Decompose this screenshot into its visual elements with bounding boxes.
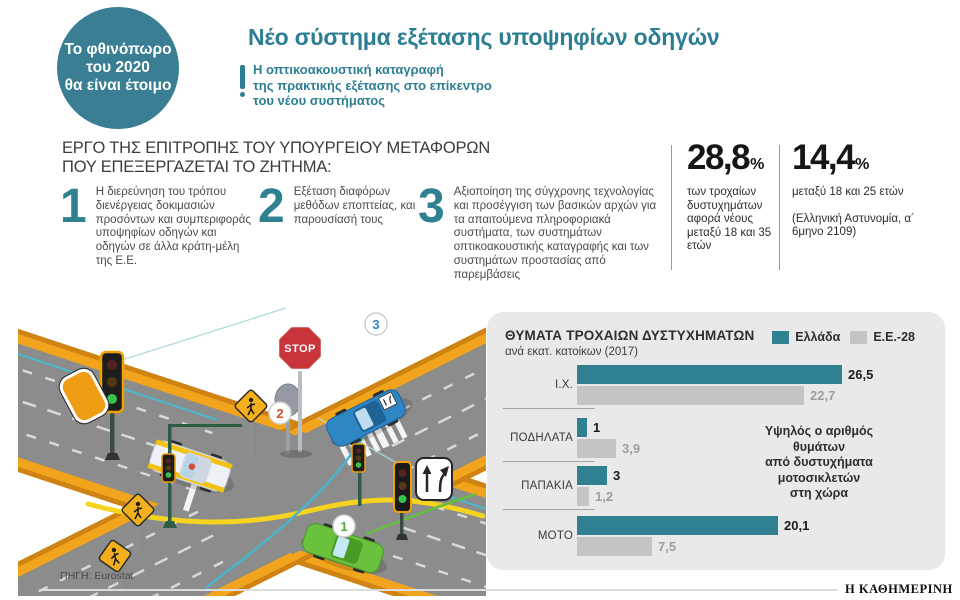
row-separator <box>503 509 595 510</box>
committee-item-3 <box>418 180 668 283</box>
badge-line: θα είναι έτοιμο <box>64 77 172 94</box>
legend-swatch-eu <box>850 331 867 344</box>
item-text: Αξιοποίηση της σύγχρονης τεχνολογίας και προσέγγιση των βασικών αρχών για τα απαιτούμενα πληροφοριακά συστήματα, των συστημάτων οπτικοακουστικής καταγραφής και των συστημάτων προστασίας από παρεμβάσεις <box>453 186 657 281</box>
legend-entry-eu <box>850 330 915 344</box>
heading-line: ΠΟΥ ΕΠΕΞΕΡΓΑΖΕΤΑΙ ΤΟ ΖΗΤΗΜΑ: <box>62 158 332 176</box>
exclamation-icon <box>240 65 245 97</box>
subtitle-line: της πρακτικής εξέτασης στο επίκεντρο <box>253 77 492 93</box>
item-text: Η διερεύνηση του τρόπου διενέργειας δοκιμασιών προσόντων και συμπεριφοράς υποψηφίων οδηγών και οδηγών σε άλλα κράτη-μέλη της Ε.Ε. <box>95 186 251 267</box>
publisher-logo: Η ΚΑΘΗΜΕΡΙΝΗ <box>845 582 953 596</box>
value-label: 20,1 <box>784 518 810 533</box>
chart-legend <box>772 330 915 344</box>
chart-panel <box>487 312 945 570</box>
stat-desc: μεταξύ 18 και 25 ετών <box>792 186 904 198</box>
stat-accidents-18-35 <box>687 138 779 254</box>
category-label: ΠΑΠΑΚΙΑ <box>521 480 573 492</box>
committee-item-2 <box>258 180 432 233</box>
stat-desc: των τροχαίων δυστυχημάτων αφορά νέους μεταξύ 18 και 35 ετών <box>687 186 772 252</box>
value-label: 3,9 <box>622 441 641 456</box>
row-separator <box>503 461 595 462</box>
legend-swatch-greece <box>772 331 789 344</box>
value-label: 1 <box>593 420 601 435</box>
legend-label: Ε.Ε.-28 <box>873 330 915 344</box>
category-label: ΜΟΤΟ <box>537 530 573 542</box>
divider <box>671 145 672 270</box>
item-number: 3 <box>418 180 445 233</box>
marker-3-number: 3 <box>372 317 380 332</box>
divider <box>779 145 780 270</box>
value-label: 1,2 <box>595 489 614 504</box>
ready-date-badge <box>57 7 179 129</box>
marker-2 <box>269 402 291 424</box>
bar-greece <box>577 418 587 437</box>
item-number: 2 <box>258 180 285 233</box>
section-heading <box>62 139 490 177</box>
item-number: 1 <box>60 180 87 233</box>
chart-annotation: Υψηλός ο αριθμός θυμάτων από δυστυχήματα μοτοσικλετών στη χώρα <box>764 424 874 500</box>
item-text: Εξέταση διαφόρων μεθόδων εποπτείας, και παρουσίασή τους <box>293 186 416 226</box>
footer-rule <box>40 589 838 591</box>
chart-subtitle: ανά εκατ. κατοίκων (2017) <box>505 346 638 358</box>
leader-line <box>122 308 286 360</box>
chart-title: ΘΥΜΑΤΑ ΤΡΟΧΑΙΩΝ ΔΥΣΤΥΧΗΜΑΤΩΝ <box>505 328 755 343</box>
stop-sign-label: STOP <box>284 343 316 355</box>
bar-greece <box>577 365 842 384</box>
stat-accidents-18-25 <box>792 138 944 240</box>
bar-greece <box>577 516 778 535</box>
value-label: 7,5 <box>658 539 677 554</box>
legend-label: Ελλάδα <box>795 330 841 344</box>
bar-eu <box>577 439 616 458</box>
page-title: Νέο σύστημα εξέτασης υποψηφίων οδηγών <box>248 24 720 50</box>
bar-eu <box>577 487 589 506</box>
value-label: 22,7 <box>810 388 836 403</box>
chart-row <box>503 365 937 405</box>
marker-2-number: 2 <box>276 406 284 421</box>
bar-greece <box>577 466 607 485</box>
marker-1-number: 1 <box>340 519 348 534</box>
committee-item-1 <box>60 180 254 269</box>
category-label: ΠΟΔΗΛΑΤΑ <box>510 432 573 444</box>
stat-value: 28,8% <box>687 138 765 177</box>
legend-entry-greece <box>772 330 840 344</box>
value-label: 26,5 <box>848 367 874 382</box>
badge-line: Το φθινόπωρο <box>64 41 172 58</box>
value-label: 3 <box>613 468 621 483</box>
bar-eu <box>577 386 804 405</box>
marker-3 <box>365 313 387 335</box>
heading-line: ΕΡΓΟ ΤΗΣ ΕΠΙΤΡΟΠΗΣ ΤΟΥ ΥΠΟΥΡΓΕΙΟΥ ΜΕΤΑΦΟΡΩΝ <box>62 139 491 157</box>
subtitle-line: Η οπτικοακουστική καταγραφή <box>253 62 444 77</box>
row-separator <box>503 408 595 409</box>
chart-row <box>503 516 937 556</box>
bar-eu <box>577 537 652 556</box>
stat-value: 14,4% <box>792 138 870 177</box>
badge-line: του 2020 <box>86 59 150 76</box>
marker-1 <box>333 515 355 537</box>
category-label: Ι.Χ. <box>554 379 573 391</box>
source-note: ΠΗΓΗ: Eurostat <box>60 570 134 582</box>
lane-arrows-sign <box>416 458 452 500</box>
subtitle <box>253 62 492 109</box>
intersection-illustration <box>18 298 486 596</box>
stat-source: (Ελληνική Αστυνομία, α´ 6μηνο 2109) <box>792 212 915 238</box>
subtitle-line: του νέου συστήματος <box>253 93 385 108</box>
